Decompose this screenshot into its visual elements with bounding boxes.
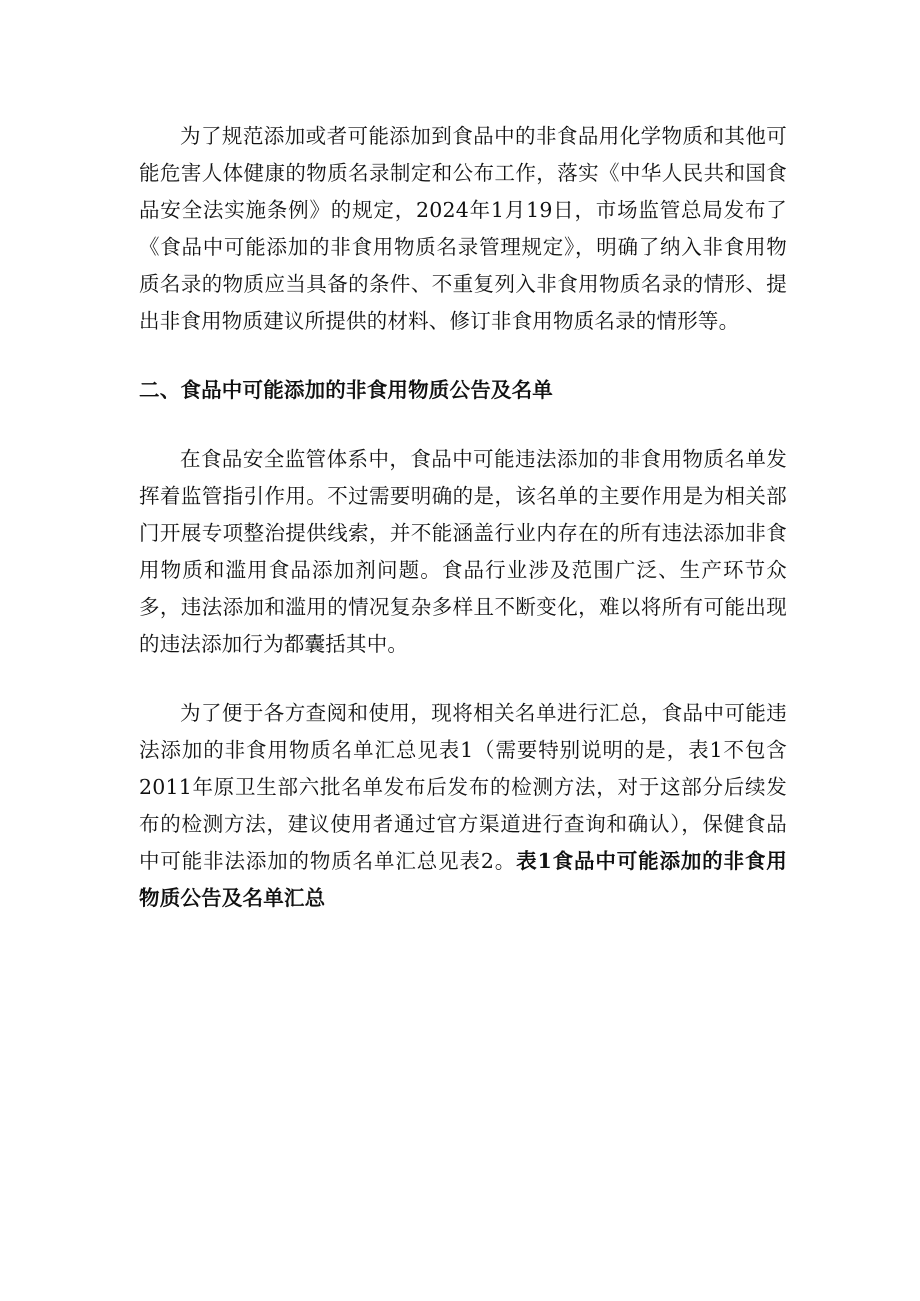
summary-text: 为了便于各方查阅和使用，现将相关名单进行汇总，食品中可能违法添加的非食用物质名单汇总见表1（需要特别说明的是，表1不包含2011年原卫生部六批名单发布后发布的检测方法，对于这部分后续发布的检测方法，建议使用者通过官方渠道进行查询和确认），保健食品中可能非法添加的物质名单汇总见表2。 bbox=[139, 701, 787, 873]
supervision-paragraph: 在食品安全监管体系中，食品中可能违法添加的非食用物质名单发挥着监管指引作用。不过需要明确的是，该名单的主要作用是为相关部门开展专项整治提供线索，并不能涵盖行业内存在的所有违法添加非食用物质和滥用食品添加剂问题。食品行业涉及范围广泛、生产环节众多，违法添加和滥用的情况复杂多样且不断变化，难以将所有可能出现的违法添加行为都囊括其中。 bbox=[139, 447, 787, 656]
section-heading: 二、食品中可能添加的非食用物质公告及名单 bbox=[139, 378, 553, 402]
document-body bbox=[139, 118, 787, 917]
table-caption: 表1食品中可能添加的非食用物质公告及名单汇总 bbox=[139, 849, 787, 910]
summary-paragraph bbox=[139, 695, 787, 917]
intro-paragraph: 为了规范添加或者可能添加到食品中的非食品用化学物质和其他可能危害人体健康的物质名录制定和公布工作，落实《中华人民共和国食品安全法实施条例》的规定，2024年1月19日，市场监管总局发布了《食品中可能添加的非食用物质名录管理规定》，明确了纳入非食用物质名录的物质应当具备的条件、不重复列入非食用物质名录的情形、提出非食用物质建议所提供的材料、修订非食用物质名录的情形等。 bbox=[139, 124, 787, 333]
